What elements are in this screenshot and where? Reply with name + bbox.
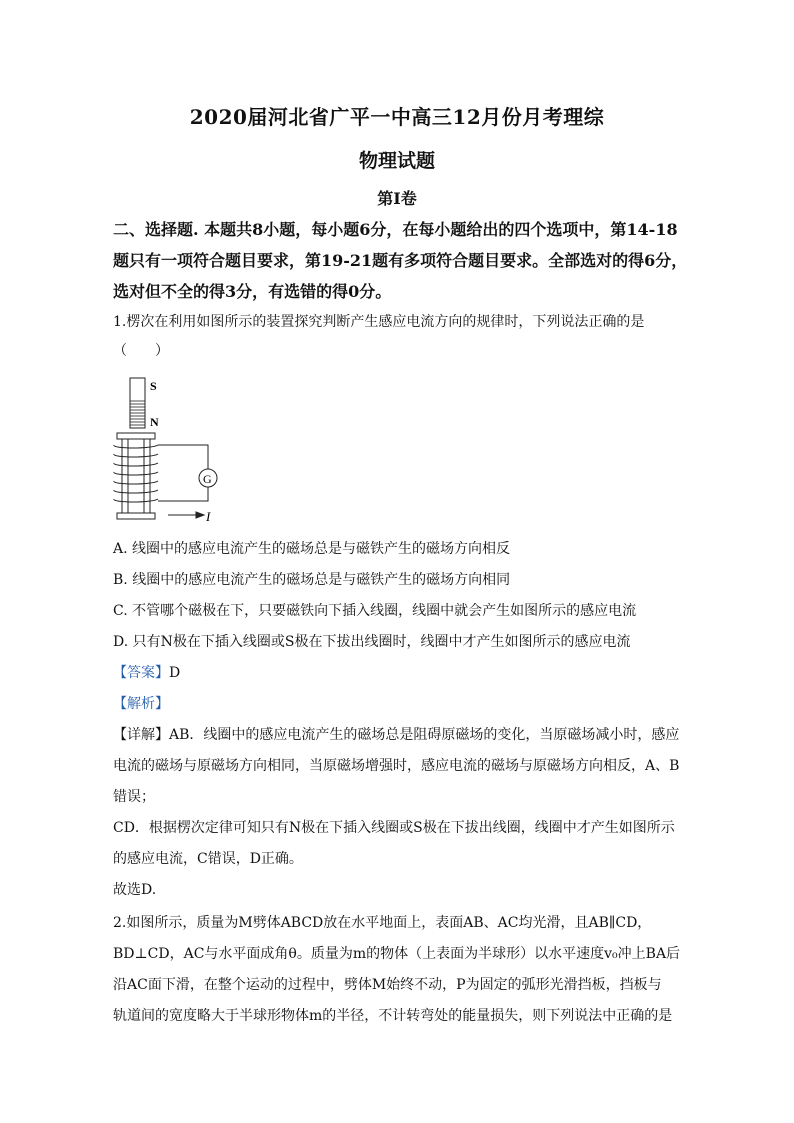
page-title: 2020届河北省广平一中高三12月份月考理综 <box>189 105 605 129</box>
section-instructions <box>113 214 688 307</box>
section-line: 选对但不全的得3分，有选错的得0分。 <box>113 282 392 301</box>
question-2-line: 轨道间的宽度略大于半球形物体m的半径，不计转弯处的能量损失，则下列说法中正确的是 <box>113 1008 673 1024</box>
detail-line: 电流的磁场与原磁场方向相同，当原磁场增强时，感应电流的磁场与原磁场方向相反，A、B <box>113 758 680 774</box>
section-line: 题只有一项符合题目要求，第19-21题有多项符合题目要求。全部选对的得6分， <box>113 251 688 270</box>
coil <box>114 433 158 519</box>
analysis-tag <box>113 693 169 715</box>
detail-line: 故选D. <box>113 882 157 898</box>
option-a: A. 线圈中的感应电流产生的磁场总是与磁铁产生的磁场方向相反 <box>113 541 511 557</box>
current-label: I <box>206 509 211 524</box>
option-b: B. 线圈中的感应电流产生的磁场总是与磁铁产生的磁场方向相同 <box>113 572 511 588</box>
magnet-n-label: N <box>150 415 159 429</box>
page-subtitle: 物理试题 <box>358 150 435 172</box>
option-d: D. 只有N极在下插入线圈或S极在下拔出线圈时，线圈中才产生如图所示的感应电流 <box>113 634 631 650</box>
question-2-line: 2.如图所示，质量为M劈体ABCD放在水平地面上，表面AB、AC均光滑，且AB∥CD， <box>113 915 652 931</box>
question-2-line: 沿AC面下滑，在整个运动的过程中，劈体M始终不动，P为固定的弧形光滑挡板，挡板与 <box>113 977 662 993</box>
analysis-label: 【解析】 <box>113 696 169 712</box>
section-line: 二、选择题. 本题共8小题，每小题6分，在每小题给出的四个选项中，第14-18 <box>113 220 678 239</box>
current-arrow-icon <box>168 512 204 518</box>
magnet-s-label: S <box>150 379 157 393</box>
answer-value: D <box>169 665 181 681</box>
question-1-bracket: （ ） <box>113 343 169 359</box>
detail-tag: 【详解】 <box>113 727 169 743</box>
question-1-stem: 1.楞次在利用如图所示的装置探究判断产生感应电流方向的规律时，下列说法正确的是 <box>113 314 645 330</box>
answer-tag: 【答案】 <box>113 665 169 681</box>
detail-row <box>113 724 679 746</box>
detail-line: 的感应电流，C错误，D正确。 <box>113 851 303 867</box>
coil-magnet-figure <box>108 375 228 525</box>
detail-line: CD．根据楞次定律可知只有N极在下插入线圈或S极在下拔出线圈，线圈中才产生如图所示 <box>113 820 675 836</box>
bar-magnet <box>130 378 145 428</box>
question-2-line: BD⊥CD，AC与水平面成角θ。质量为m的物体（上表面为半球形）以水平速度v₀冲上BA后 <box>113 946 681 962</box>
detail-line: 错误； <box>113 789 155 805</box>
answer-row <box>113 662 180 684</box>
option-c: C. 不管哪个磁极在下，只要磁铁向下插入线圈，线圈中就会产生如图所示的感应电流 <box>113 603 637 619</box>
galvanometer-label: G <box>203 472 212 486</box>
volume-label: 第Ⅰ卷 <box>377 189 417 208</box>
detail-line: AB．线圈中的感应电流产生的磁场总是阻碍原磁场的变化，当原磁场减小时，感应 <box>169 727 680 743</box>
